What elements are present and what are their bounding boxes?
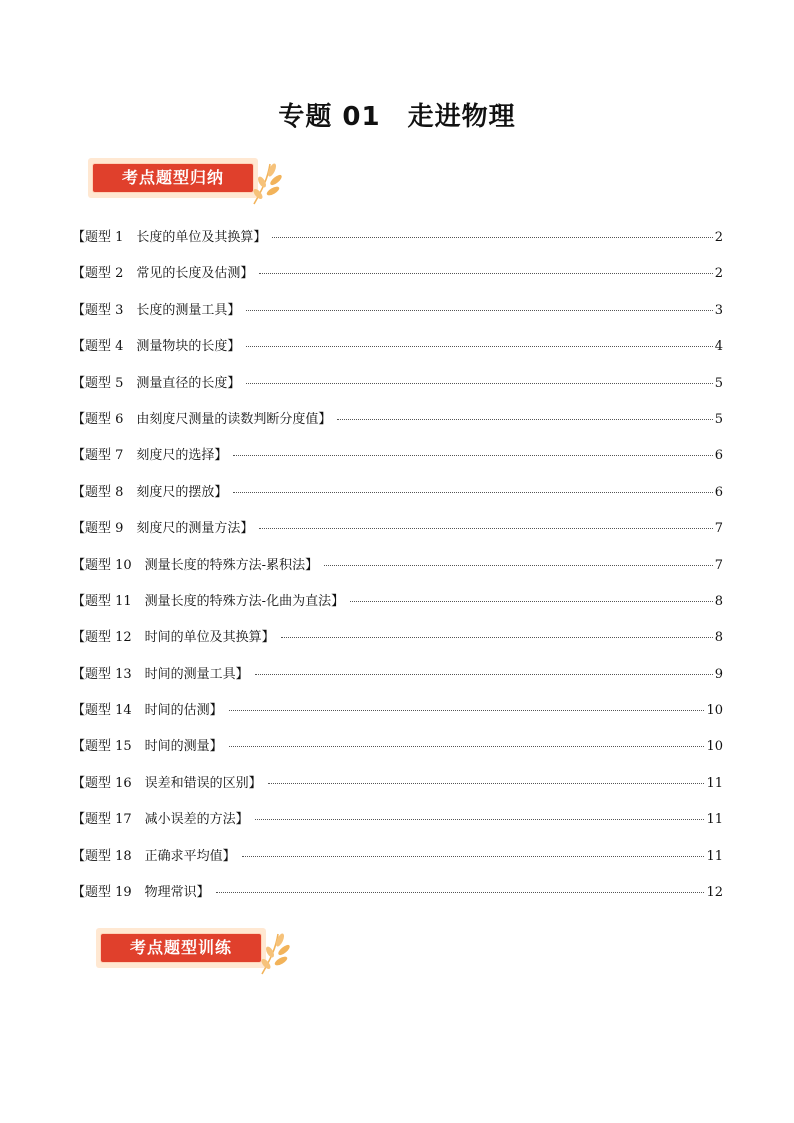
toc-entry-title: 【题型 13 时间的测量工具】 bbox=[72, 666, 249, 682]
toc-dot-leader bbox=[229, 746, 705, 747]
toc-dot-leader bbox=[281, 637, 713, 638]
toc-entry-page: 2 bbox=[714, 266, 723, 282]
toc-entry[interactable] bbox=[72, 845, 723, 881]
toc-dot-leader bbox=[233, 492, 712, 493]
toc-entry[interactable] bbox=[72, 444, 723, 480]
section-banner-training bbox=[96, 928, 296, 984]
toc-dot-leader bbox=[259, 273, 712, 274]
toc-entry-page: 5 bbox=[714, 411, 723, 427]
toc-entry-title: 【题型 8 刻度尺的摆放】 bbox=[72, 484, 228, 500]
toc-entry[interactable] bbox=[72, 408, 723, 444]
toc-entry[interactable] bbox=[72, 772, 723, 808]
toc-entry[interactable] bbox=[72, 626, 723, 662]
toc-dot-leader bbox=[246, 383, 712, 384]
section-banner-label: 考点题型归纳 bbox=[121, 168, 224, 187]
toc-entry-page: 8 bbox=[714, 630, 723, 646]
toc-entry-page: 2 bbox=[714, 230, 723, 245]
section-banner-label: 考点题型训练 bbox=[129, 938, 232, 957]
toc-entry-page: 12 bbox=[706, 885, 723, 901]
toc-dot-leader bbox=[259, 528, 712, 529]
toc-entry[interactable] bbox=[72, 372, 723, 408]
toc-entry-page: 3 bbox=[714, 302, 723, 318]
toc-entry-page: 6 bbox=[714, 448, 723, 464]
toc-entry-title: 【题型 17 减小误差的方法】 bbox=[72, 812, 249, 828]
toc-entry-title: 【题型 10 测量长度的特殊方法-累积法】 bbox=[72, 557, 319, 573]
toc-entry[interactable] bbox=[72, 735, 723, 771]
toc-entry-page: 9 bbox=[714, 666, 723, 682]
toc-entry-title: 【题型 18 正确求平均值】 bbox=[72, 848, 236, 864]
toc-entry-title: 【题型 9 刻度尺的测量方法】 bbox=[72, 521, 254, 537]
toc-entry[interactable] bbox=[72, 808, 723, 844]
toc-entry[interactable] bbox=[72, 881, 723, 917]
toc-entry-title: 【题型 2 常见的长度及估测】 bbox=[72, 266, 254, 282]
toc-entry-page: 11 bbox=[706, 812, 723, 828]
toc-dot-leader bbox=[268, 783, 705, 784]
toc-dot-leader bbox=[255, 674, 713, 675]
toc-entry-page: 11 bbox=[706, 775, 723, 791]
toc-entry[interactable] bbox=[72, 517, 723, 553]
toc-entry-title: 【题型 6 由刻度尺测量的读数判断分度值】 bbox=[72, 411, 332, 427]
toc-entry-page: 7 bbox=[714, 521, 723, 537]
toc-entry-page: 7 bbox=[714, 557, 723, 573]
toc-entry-page: 8 bbox=[714, 593, 723, 609]
toc-entry-title: 【题型 1 长度的单位及其换算】 bbox=[72, 230, 267, 245]
toc-entry-title: 【题型 16 误差和错误的区别】 bbox=[72, 775, 262, 791]
toc-entry[interactable] bbox=[72, 226, 723, 262]
section-banner-summary bbox=[88, 158, 288, 214]
toc-dot-leader bbox=[337, 419, 712, 420]
toc-entry-page: 4 bbox=[714, 339, 723, 355]
toc-entry-title: 【题型 3 长度的测量工具】 bbox=[72, 302, 241, 318]
toc-dot-leader bbox=[272, 237, 712, 238]
toc-entry-title: 【题型 11 测量长度的特殊方法-化曲为直法】 bbox=[72, 593, 345, 609]
toc-entry-title: 【题型 14 时间的估测】 bbox=[72, 703, 223, 719]
toc-dot-leader bbox=[255, 819, 705, 820]
toc-dot-leader bbox=[324, 565, 713, 566]
wheat-leaf-icon bbox=[248, 160, 288, 206]
toc-entry[interactable] bbox=[72, 699, 723, 735]
toc-dot-leader bbox=[246, 310, 712, 311]
toc-dot-leader bbox=[246, 346, 712, 347]
toc-entry[interactable] bbox=[72, 299, 723, 335]
toc-entry[interactable] bbox=[72, 590, 723, 626]
toc-entry-title: 【题型 5 测量直径的长度】 bbox=[72, 375, 241, 391]
toc-entry[interactable] bbox=[72, 335, 723, 371]
wheat-leaf-icon bbox=[256, 930, 296, 976]
toc-dot-leader bbox=[233, 455, 712, 456]
toc-entry-page: 6 bbox=[714, 484, 723, 500]
page-title: 专题 01 走进物理 bbox=[278, 102, 516, 132]
toc-entry[interactable] bbox=[72, 481, 723, 517]
toc-entry-title: 【题型 15 时间的测量】 bbox=[72, 739, 223, 755]
toc-entry-title: 【题型 4 测量物块的长度】 bbox=[72, 339, 241, 355]
toc-entry-title: 【题型 7 刻度尺的选择】 bbox=[72, 448, 228, 464]
toc-entry-title: 【题型 12 时间的单位及其换算】 bbox=[72, 630, 275, 646]
toc-entry[interactable] bbox=[72, 663, 723, 699]
toc-entry[interactable] bbox=[72, 262, 723, 298]
toc-dot-leader bbox=[242, 856, 705, 857]
toc-entry[interactable] bbox=[72, 554, 723, 590]
toc-entry-page: 10 bbox=[706, 703, 723, 719]
toc-entry-page: 10 bbox=[706, 739, 723, 755]
table-of-contents bbox=[72, 226, 723, 917]
toc-dot-leader bbox=[350, 601, 713, 602]
toc-entry-page: 11 bbox=[706, 848, 723, 864]
toc-dot-leader bbox=[216, 892, 705, 893]
toc-entry-title: 【题型 19 物理常识】 bbox=[72, 885, 210, 901]
toc-dot-leader bbox=[229, 710, 705, 711]
toc-entry-page: 5 bbox=[714, 375, 723, 391]
